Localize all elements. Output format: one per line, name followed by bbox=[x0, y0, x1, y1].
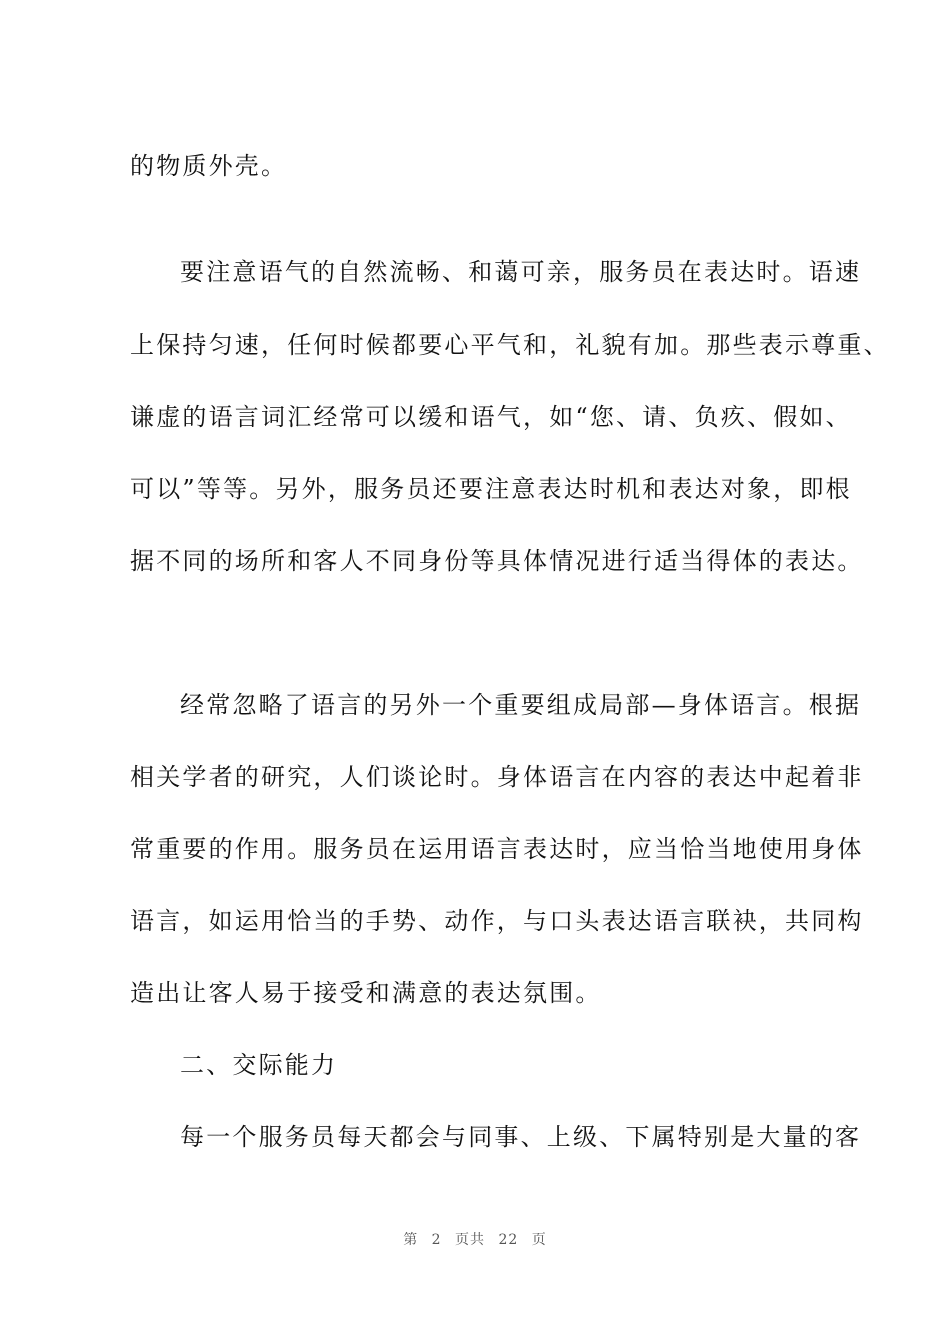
text-line: 相关学者的研究，人们谈论时。身体语言在内容的表达中起着非 bbox=[130, 763, 864, 791]
text-line: 谦虚的语言词汇经常可以缓和语气，如“您、请、负疚、假如、 bbox=[130, 403, 852, 431]
text-line: 语言，如运用恰当的手势、动作，与口头表达语言联袂，共同构 bbox=[130, 907, 864, 935]
text-line: 的物质外壳。 bbox=[130, 152, 288, 180]
section-heading: 二、交际能力 bbox=[180, 1051, 338, 1079]
paragraph-start-line: 要注意语气的自然流畅、和蔼可亲，服务员在表达时。语速 bbox=[180, 258, 862, 286]
text-line: 造出让客人易于接受和满意的表达氛围。 bbox=[130, 979, 602, 1007]
text-line: 可以”等等。另外，服务员还要注意表达时机和表达对象，即根 bbox=[130, 475, 852, 503]
text-line: 据不同的场所和客人不同身份等具体情况进行适当得体的表达。 bbox=[130, 547, 864, 575]
page-number-footer: 第 2 页共 22 页 bbox=[403, 1232, 547, 1248]
text-line: 上保持匀速，任何时候都要心平气和，礼貌有加。那些表示尊重、 bbox=[130, 331, 890, 359]
paragraph-start-line: 每一个服务员每天都会与同事、上级、下属特别是大量的客 bbox=[180, 1123, 862, 1151]
paragraph-start-line: 经常忽略了语言的另外一个重要组成局部—身体语言。根据 bbox=[180, 691, 862, 719]
text-line: 常重要的作用。服务员在运用语言表达时，应当恰当地使用身体 bbox=[130, 835, 864, 863]
